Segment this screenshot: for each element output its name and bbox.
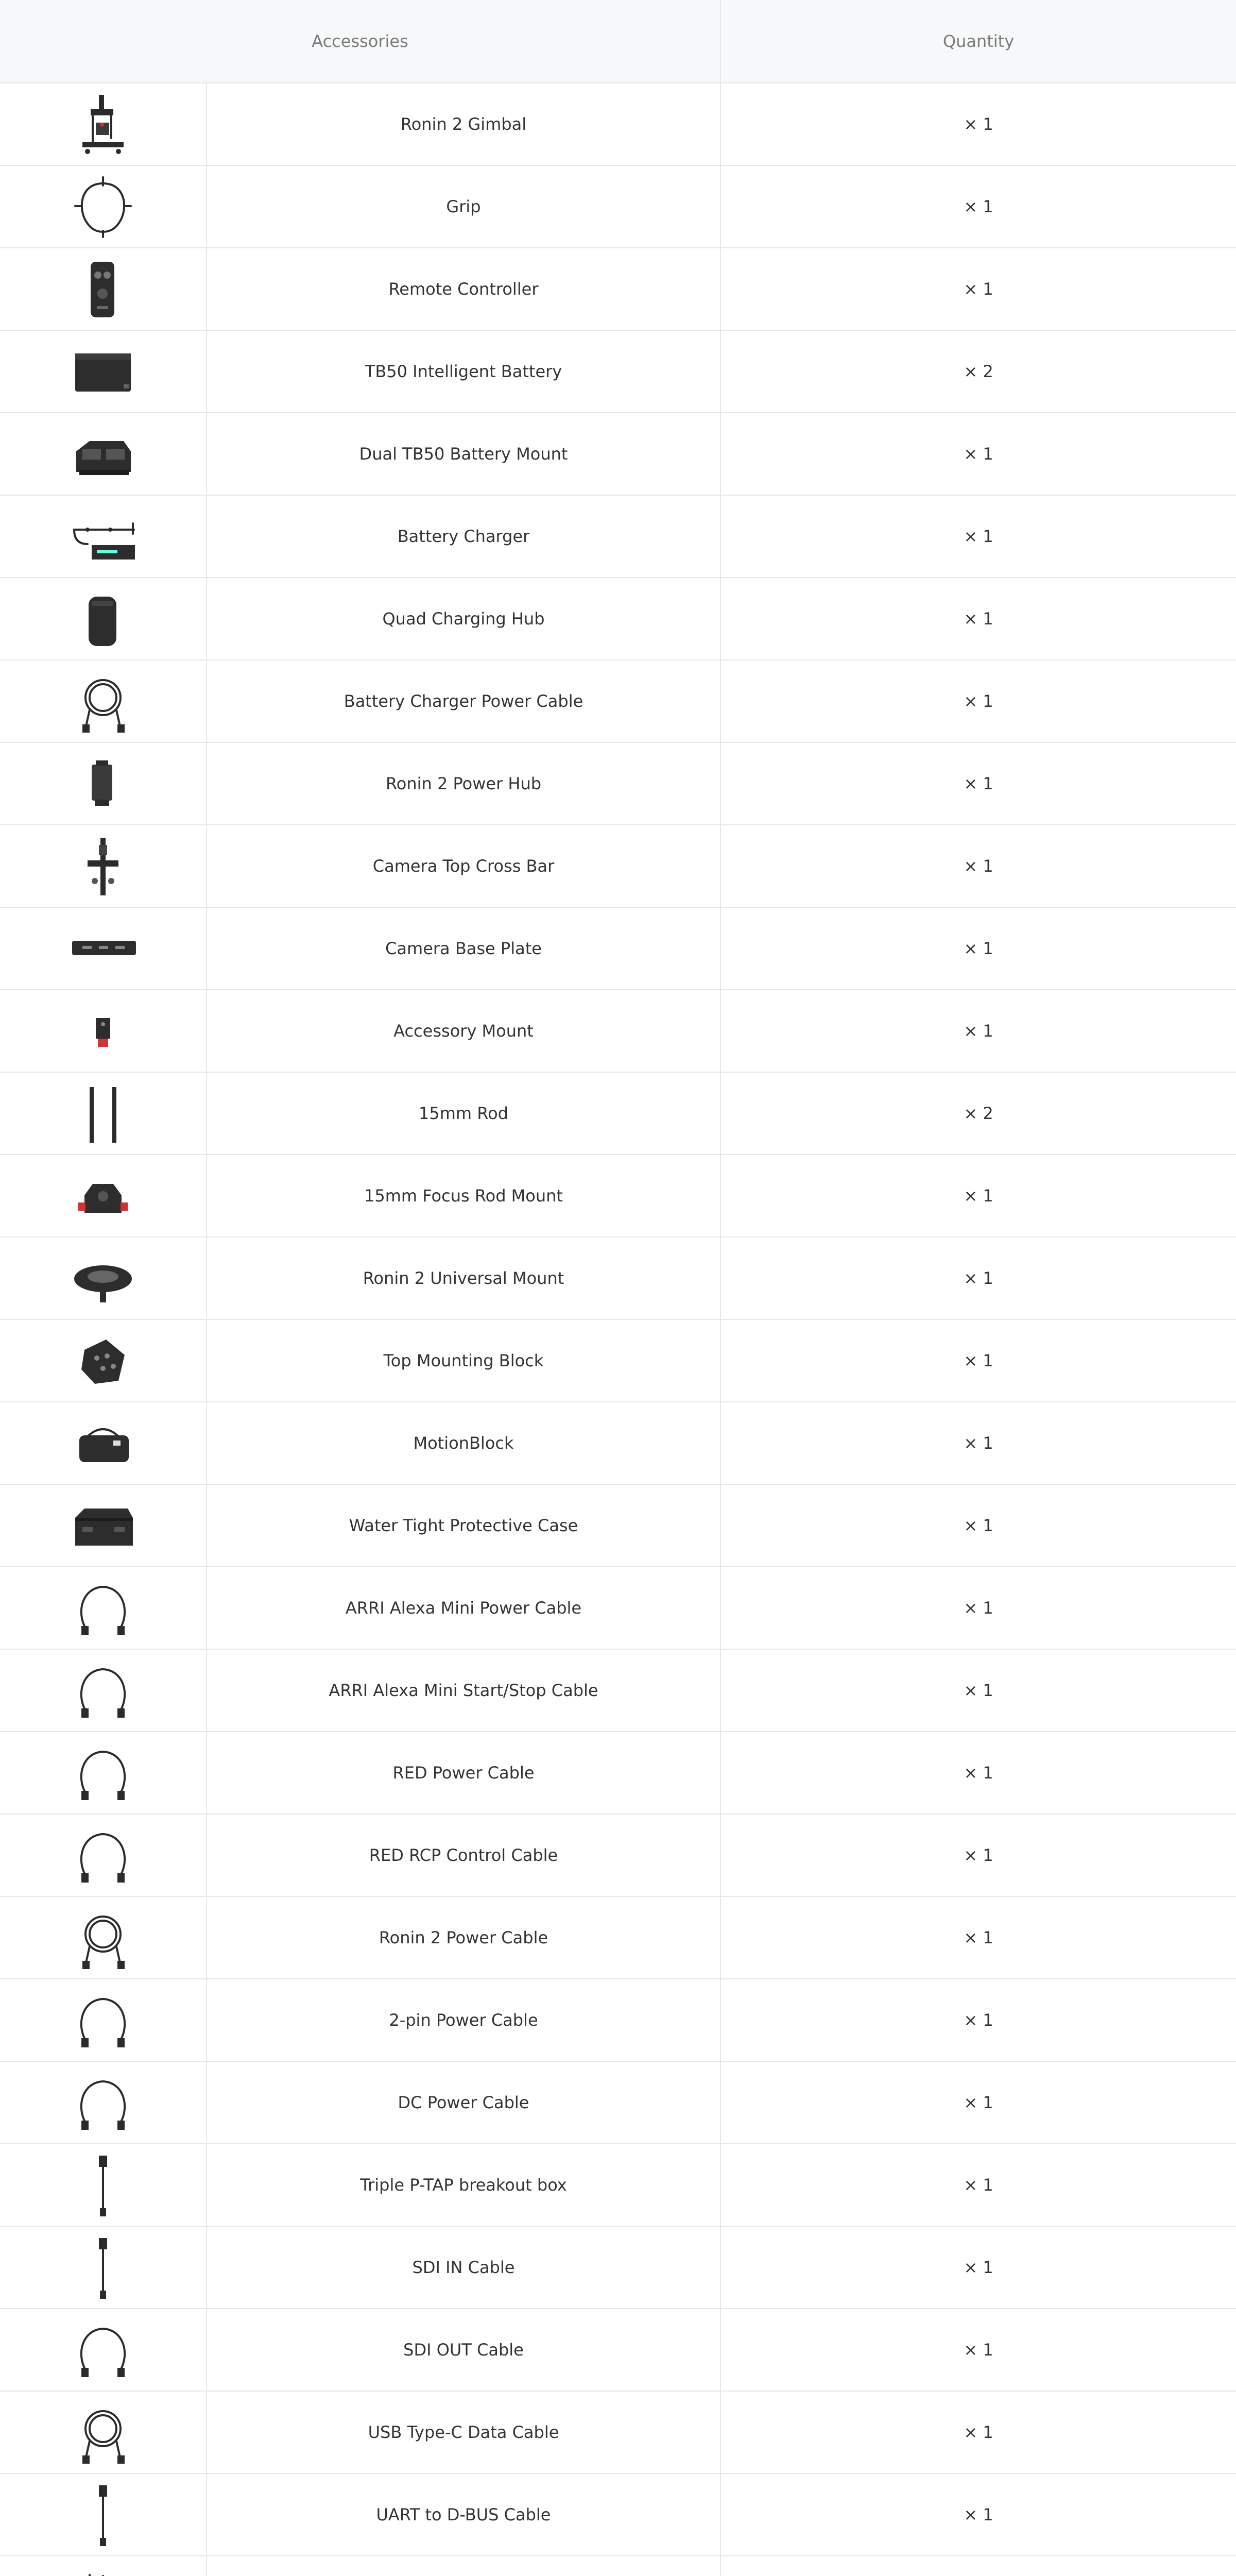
accessory-name: Camera Top Cross Bar	[207, 825, 721, 907]
product-image-cell	[0, 908, 207, 989]
battery-icon	[67, 338, 139, 405]
hex-tool-icon	[67, 2564, 139, 2576]
accessory-quantity: × 1	[964, 1516, 993, 1535]
loop-cable-icon	[67, 1574, 139, 1641]
accessory-quantity: × 1	[964, 527, 993, 546]
charging-hub-icon	[67, 585, 139, 652]
header-quantity: Quantity	[942, 31, 1015, 51]
product-image-cell	[0, 2474, 207, 2555]
table-row	[0, 496, 1236, 578]
table-header	[0, 0, 1236, 83]
accessory-quantity: × 1	[964, 1433, 993, 1453]
table-row	[0, 2474, 1236, 2556]
table-row	[0, 1485, 1236, 1567]
product-image-cell	[0, 2392, 207, 2473]
loop-cable-icon	[67, 1657, 139, 1724]
product-image-cell	[0, 1897, 207, 1978]
accessory-name: Water Tight Protective Case	[207, 1485, 721, 1566]
accessory-name: Ronin 2 Universal Mount	[207, 1238, 721, 1319]
accessory-name: Camera Base Plate	[207, 908, 721, 989]
table-row	[0, 331, 1236, 413]
product-image-cell	[0, 1402, 207, 1484]
table-row	[0, 1650, 1236, 1732]
table-row	[0, 1815, 1236, 1897]
accessory-name: Dual TB50 Battery Mount	[207, 413, 721, 495]
focus-rod-mount-icon	[67, 1162, 139, 1229]
accessory-name: Battery Charger	[207, 496, 721, 577]
table-row	[0, 1320, 1236, 1402]
product-image-cell	[0, 1485, 207, 1566]
mounting-block-icon	[67, 1327, 139, 1394]
accessory-quantity: × 1	[964, 1351, 993, 1370]
straight-cable-icon	[67, 2234, 139, 2301]
accessory-name: RED Power Cable	[207, 1732, 721, 1814]
universal-mount-icon	[67, 1245, 139, 1312]
table-row	[0, 743, 1236, 825]
loop-cable-icon	[67, 2316, 139, 2383]
accessory-mount-icon	[67, 997, 139, 1064]
accessory-quantity: × 1	[964, 1598, 993, 1618]
product-image-cell	[0, 660, 207, 742]
product-image-cell	[0, 1073, 207, 1154]
table-row	[0, 166, 1236, 248]
accessory-quantity: × 1	[964, 939, 993, 958]
table-row	[0, 2227, 1236, 2309]
accessory-quantity: × 1	[964, 2340, 993, 2360]
accessory-quantity: × 1	[964, 2010, 993, 2030]
accessory-quantity: × 1	[964, 691, 993, 711]
product-image-cell	[0, 331, 207, 412]
table-row	[0, 248, 1236, 331]
table-row	[0, 1732, 1236, 1815]
table-row	[0, 83, 1236, 166]
product-image-cell	[0, 496, 207, 577]
product-image-cell	[0, 578, 207, 659]
accessory-name: RED RCP Control Cable	[207, 1815, 721, 1896]
accessory-quantity: × 1	[964, 114, 993, 134]
product-image-cell	[0, 1815, 207, 1896]
accessory-name: 15mm Rod	[207, 1073, 721, 1154]
accessory-name: Battery Charger Power Cable	[207, 660, 721, 742]
table-row	[0, 908, 1236, 990]
loop-cable-icon	[67, 1739, 139, 1806]
remote-controller-icon	[67, 256, 139, 323]
coiled-cable-icon	[67, 1904, 139, 1971]
table-row	[0, 413, 1236, 496]
accessory-quantity: × 1	[964, 2175, 993, 2195]
accessory-quantity: × 1	[964, 197, 993, 216]
battery-charger-icon	[67, 503, 139, 570]
accessory-quantity: × 1	[964, 1186, 993, 1206]
table-row	[0, 2309, 1236, 2392]
loop-cable-icon	[67, 2069, 139, 2136]
accessory-name: Remote Controller	[207, 248, 721, 330]
product-image-cell	[0, 1155, 207, 1236]
table-row	[0, 578, 1236, 660]
table-row	[0, 1402, 1236, 1485]
accessory-quantity: × 1	[964, 1681, 993, 1700]
accessory-quantity: × 1	[964, 774, 993, 793]
accessory-quantity: × 2	[964, 1104, 993, 1123]
accessory-quantity: × 1	[964, 609, 993, 629]
product-image-cell	[0, 1320, 207, 1401]
accessory-quantity: × 1	[964, 279, 993, 299]
base-plate-icon	[67, 915, 139, 982]
table-row	[0, 660, 1236, 743]
table-row	[0, 1238, 1236, 1320]
accessory-name: Ronin 2 Power Cable	[207, 1897, 721, 1978]
table-row	[0, 1073, 1236, 1155]
table-row	[0, 825, 1236, 908]
product-image-cell	[0, 1979, 207, 2061]
table-row	[0, 2392, 1236, 2474]
accessory-name: Accessory Mount	[207, 990, 721, 1072]
accessory-name: ARRI Alexa Mini Start/Stop Cable	[207, 1650, 721, 1731]
accessory-quantity: × 1	[964, 856, 993, 876]
product-image-cell	[0, 248, 207, 330]
product-image-cell	[0, 1732, 207, 1814]
product-image-cell	[0, 1567, 207, 1649]
accessory-quantity: × 1	[964, 1268, 993, 1288]
accessory-name: Triple P-TAP breakout box	[207, 2144, 721, 2226]
accessory-name: SDI OUT Cable	[207, 2309, 721, 2391]
accessory-name: ARRI Alexa Mini Power Cable	[207, 1567, 721, 1649]
accessory-quantity: × 1	[964, 1845, 993, 1865]
accessory-name: Grip	[207, 166, 721, 247]
accessory-name: Ronin 2 Gimbal	[207, 83, 721, 165]
product-image-cell	[0, 743, 207, 824]
accessory-name: DC Power Cable	[207, 2062, 721, 2143]
accessory-name	[207, 2556, 721, 2576]
rod-icon	[67, 1080, 139, 1147]
loop-cable-icon	[67, 1822, 139, 1889]
coiled-cable-icon	[67, 2399, 139, 2466]
accessory-name: 2-pin Power Cable	[207, 1979, 721, 2061]
table-row	[0, 2062, 1236, 2144]
accessory-quantity: × 1	[964, 1021, 993, 1041]
grip-icon	[67, 173, 139, 240]
accessory-quantity: × 1	[964, 444, 993, 464]
accessory-quantity: × 1	[964, 2505, 993, 2524]
accessory-quantity: × 1	[964, 2093, 993, 2112]
accessory-quantity: × 1	[964, 2422, 993, 2442]
table-body	[0, 83, 1236, 2576]
straight-cable-icon	[67, 2151, 139, 2218]
protective-case-icon	[67, 1492, 139, 1559]
product-image-cell	[0, 166, 207, 247]
table-row	[0, 1567, 1236, 1650]
gimbal-icon	[67, 91, 139, 158]
header-accessories: Accessories	[0, 0, 721, 82]
product-image-cell	[0, 990, 207, 1072]
accessory-name: UART to D-BUS Cable	[207, 2474, 721, 2555]
product-image-cell	[0, 1650, 207, 1731]
accessory-quantity	[721, 2556, 1236, 2576]
accessory-quantity: × 1	[964, 1928, 993, 1947]
table-row	[0, 1155, 1236, 1238]
product-image-cell	[0, 825, 207, 907]
accessory-name: SDI IN Cable	[207, 2227, 721, 2308]
accessory-name: TB50 Intelligent Battery	[207, 331, 721, 412]
product-image-cell	[0, 2144, 207, 2226]
product-image-cell	[0, 413, 207, 495]
table-row	[0, 990, 1236, 1073]
product-image-cell	[0, 2556, 207, 2576]
accessory-quantity: × 2	[964, 362, 993, 381]
table-row	[0, 2144, 1236, 2227]
table-row	[0, 1979, 1236, 2062]
product-image-cell	[0, 83, 207, 165]
accessory-name: USB Type-C Data Cable	[207, 2392, 721, 2473]
accessory-quantity: × 1	[964, 1763, 993, 1783]
table-row	[0, 1897, 1236, 1979]
power-hub-icon	[67, 750, 139, 817]
accessory-name: Quad Charging Hub	[207, 578, 721, 659]
product-image-cell	[0, 2309, 207, 2391]
product-image-cell	[0, 1238, 207, 1319]
accessory-quantity: × 1	[964, 2258, 993, 2277]
motionblock-icon	[67, 1410, 139, 1477]
product-image-cell	[0, 2227, 207, 2308]
battery-mount-icon	[67, 420, 139, 487]
coiled-cable-icon	[67, 668, 139, 735]
accessory-name: Top Mounting Block	[207, 1320, 721, 1401]
accessory-name: 15mm Focus Rod Mount	[207, 1155, 721, 1236]
table-row	[0, 2556, 1236, 2576]
loop-cable-icon	[67, 1987, 139, 2054]
accessory-name: MotionBlock	[207, 1402, 721, 1484]
cross-bar-icon	[67, 833, 139, 900]
straight-cable-icon	[67, 2481, 139, 2548]
product-image-cell	[0, 2062, 207, 2143]
accessory-name: Ronin 2 Power Hub	[207, 743, 721, 824]
